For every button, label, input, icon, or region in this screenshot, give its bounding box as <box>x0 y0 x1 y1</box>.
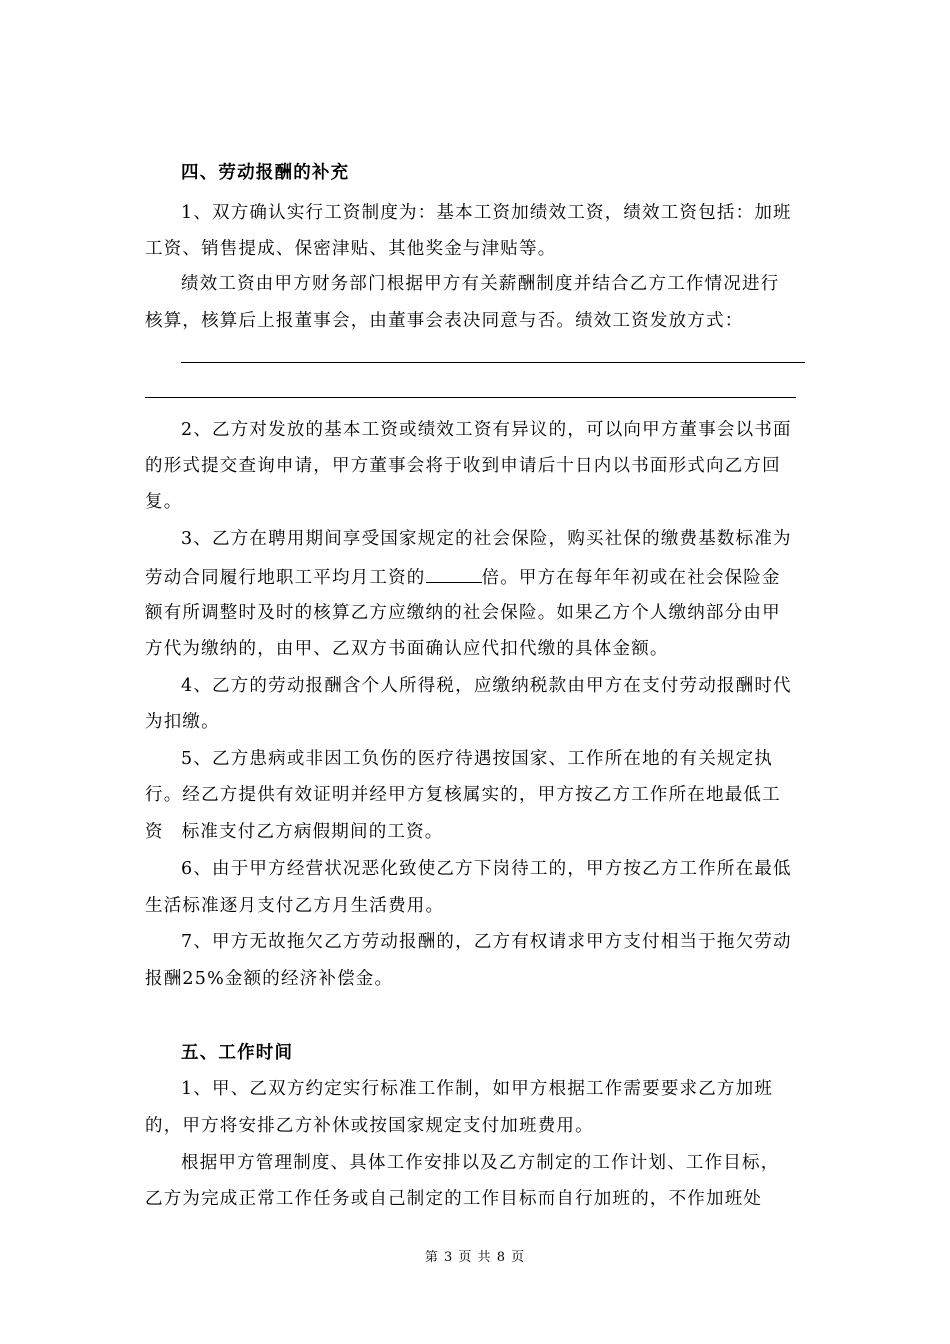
paragraph-line: 7、甲方无故拖欠乙方劳动报酬的，乙方有权请求甲方支付相当于拖欠劳动 <box>181 932 792 952</box>
paragraph-line: 1、甲、乙双方约定实行标准工作制，如甲方根据工作需要要求乙方加班 <box>181 1079 774 1099</box>
paragraph-line: 的，甲方将安排乙方补休或按国家规定支付加班费用。 <box>145 1116 594 1136</box>
fill-in-line <box>181 362 805 363</box>
text-segment: 劳动合同履行地职工平均月工资的 <box>145 568 426 588</box>
paragraph-line: 1、双方确认实行工资制度为：基本工资加绩效工资，绩效工资包括：加班 <box>181 203 792 223</box>
paragraph-line <box>145 566 805 588</box>
paragraph-line: 的形式提交查询申请，甲方董事会将于收到申请后十日内以书面形式向乙方回 <box>145 456 781 476</box>
paragraph-line: 核算，核算后上报董事会，由董事会表决同意与否。绩效工资发放方式： <box>145 311 744 331</box>
text-segment: 资 <box>145 822 164 842</box>
paragraph-line: 乙方为完成正常工作任务或自己制定的工作目标而自行加班的，不作加班处 <box>145 1189 763 1209</box>
blank-field <box>426 566 482 583</box>
paragraph-line: 复。 <box>145 492 183 512</box>
paragraph-line: 3、乙方在聘用期间享受国家规定的社会保险，购买社保的缴费基数标准为 <box>181 529 792 549</box>
paragraph-line: 行。经乙方提供有效证明并经甲方复核属实的，甲方按乙方工作所在地最低工 <box>145 785 781 805</box>
paragraph-line: 报酬25%金额的经济补偿金。 <box>145 969 394 989</box>
page-footer: 第 3 页 共 8 页 <box>424 1250 526 1265</box>
paragraph-line: 2、乙方对发放的基本工资或绩效工资有异议的，可以向甲方董事会以书面 <box>181 420 792 440</box>
paragraph-line: 6、由于甲方经营状况恶化致使乙方下岗待工的，甲方按乙方工作所在最低 <box>181 859 792 879</box>
section-heading-5: 五、工作时间 <box>181 1043 294 1063</box>
paragraph-line: 生活标准逐月支付乙方月生活费用。 <box>145 896 445 916</box>
text-segment: 标准支付乙方病假期间的工资。 <box>181 822 444 842</box>
paragraph-line <box>145 822 805 842</box>
paragraph-line: 5、乙方患病或非因工负伤的医疗待遇按国家、工作所在地的有关规定执 <box>181 749 774 769</box>
paragraph-line: 工资、销售提成、保密津贴、其他奖金与津贴等。 <box>145 239 557 259</box>
section-heading-4: 四、劳动报酬的补充 <box>181 163 350 183</box>
paragraph-line: 4、乙方的劳动报酬含个人所得税，应缴纳税款由甲方在支付劳动报酬时代 <box>181 676 792 696</box>
text-segment: 倍。甲方在每年年初或在社会保险金 <box>481 568 781 588</box>
paragraph-line: 为扣缴。 <box>145 712 220 732</box>
paragraph-line: 根据甲方管理制度、具体工作安排以及乙方制定的工作计划、工作目标， <box>181 1153 780 1173</box>
paragraph-line: 方代为缴纳的，由甲、乙双方书面确认应代扣代缴的具体金额。 <box>145 639 669 659</box>
paragraph-line: 额有所调整时及时的核算乙方应缴纳的社会保险。如果乙方个人缴纳部分由甲 <box>145 603 781 623</box>
fill-in-line <box>145 397 796 398</box>
paragraph-line: 绩效工资由甲方财务部门根据甲方有关薪酬制度并结合乙方工作情况进行 <box>181 274 780 294</box>
